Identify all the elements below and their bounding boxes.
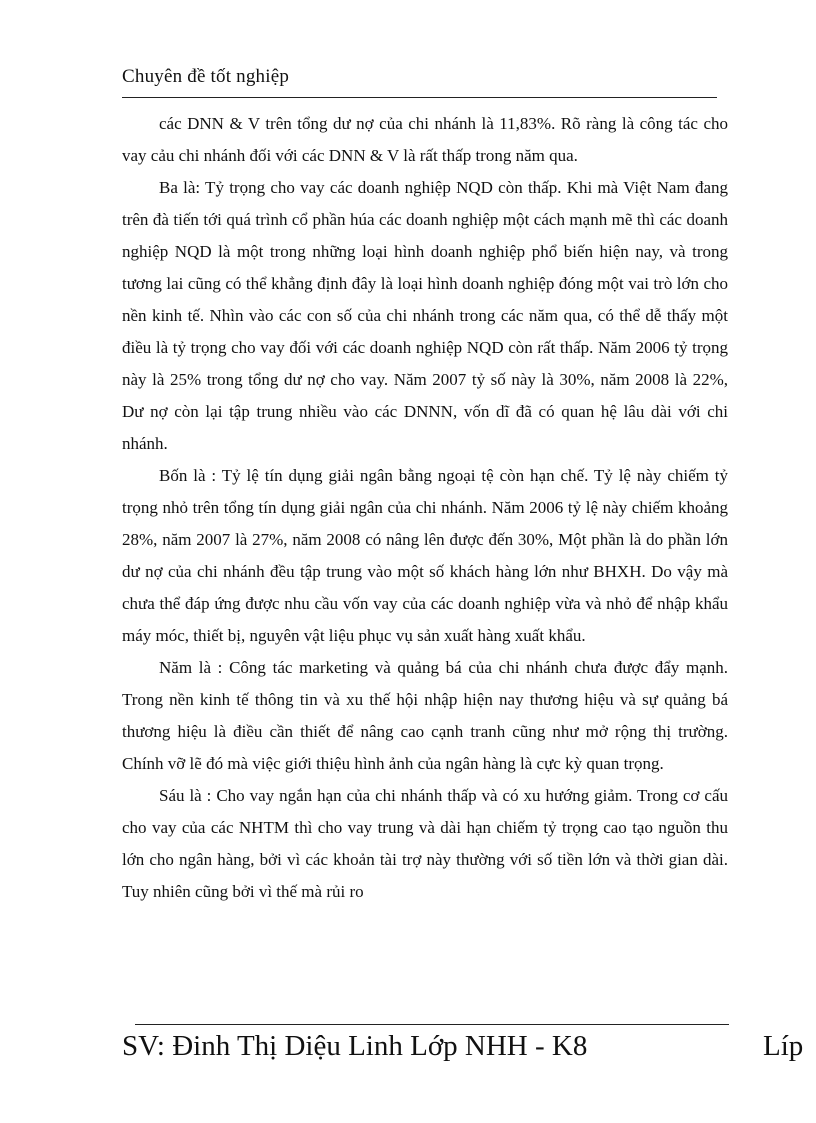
page-header-title: Chuyên đề tốt nghiệp <box>122 66 290 87</box>
paragraph-sau-la: Sáu là : Cho vay ngắn hạn của chi nhánh thấp và có xu hướng giảm. Trong cơ cấu cho vay của các NHTM thì cho vay trung và dài hạn chiếm tỷ trọng cao tạo nguồn thu lớn cho ngân hàng, bởi vì các khoản tài trợ này thường với số tiền lớn và thời gian dài. Tuy nhiên cũng bởi vì thế mà rủi ro <box>122 786 728 901</box>
paragraph-ba-la: Ba là: Tỷ trọng cho vay các doanh nghiệp NQD còn thấp. Khi mà Việt Nam đang trên đà tiến tới quá trình cổ phần húa các doanh nghiệp một cách mạnh mẽ thì các doanh nghiệp NQD là một trong những loại hình doanh nghiệp phổ biến hiện nay, và trong tương lai cũng có thể khẳng định đây là loại hình doanh nghiệp đóng một vai trò lớn cho nền kinh tế. Nhìn vào các con số của chi nhánh trong các năm qua, có thể dễ thấy một điều là tỷ trọng cho vay đối với các doanh nghiệp NQD còn rất thấp. Năm 2006 tỷ trọng này là 25% trong tổng dư nợ cho vay. Năm 2007 tỷ số này là 30%, năm 2008 là 22%, Dư nợ còn lại tập trung nhiều vào các DNNN, vốn dĩ đã có quan hệ lâu dài với chi nhánh. <box>122 178 728 453</box>
footer-divider <box>135 1024 729 1025</box>
footer-class-label: Líp <box>763 1030 804 1062</box>
paragraph-nam-la: Năm là : Công tác marketing và quảng bá của chi nhánh chưa được đẩy mạnh. Trong nền kinh tế thông tin và xu thế hội nhập hiện nay thương hiệu và sự quảng bá thương hiệu là điều cần thiết để nâng cao cạnh tranh cũng như mở rộng thị trường. Chính vỡ lẽ đó mà việc giới thiệu hình ảnh của ngân hàng là cực kỳ quan trọng. <box>122 658 728 773</box>
footer-student-info: SV: Đinh Thị Diệu Linh Lớp NHH - K8 <box>122 1030 588 1062</box>
paragraph-continuation: các DNN & V trên tổng dư nợ của chi nhánh là 11,83%. Rõ ràng là công tác cho vay cảu chi nhánh đối với các DNN & V là rất thấp trong năm qua. <box>122 114 728 165</box>
header-divider <box>122 97 717 98</box>
document-body <box>122 108 728 908</box>
paragraph-bon-la: Bốn là : Tỷ lệ tín dụng giải ngân bằng ngoại tệ còn hạn chế. Tỷ lệ này chiếm tỷ trọng nhỏ trên tổng tín dụng giải ngân của chi nhánh. Năm 2006 tỷ lệ này chiếm khoảng 28%, năm 2007 là 27%, năm 2008 có nâng lên được đến 30%, Một phần là do phần lớn dư nợ của chi nhánh đều tập trung vào một số khách hàng lớn như BHXH. Do vậy mà chưa thể đáp ứng được nhu cầu vốn vay của các doanh nghiệp vừa và nhỏ để nhập khẩu máy móc, thiết bị, nguyên vật liệu phục vụ sản xuất hàng xuất khẩu. <box>122 466 728 645</box>
